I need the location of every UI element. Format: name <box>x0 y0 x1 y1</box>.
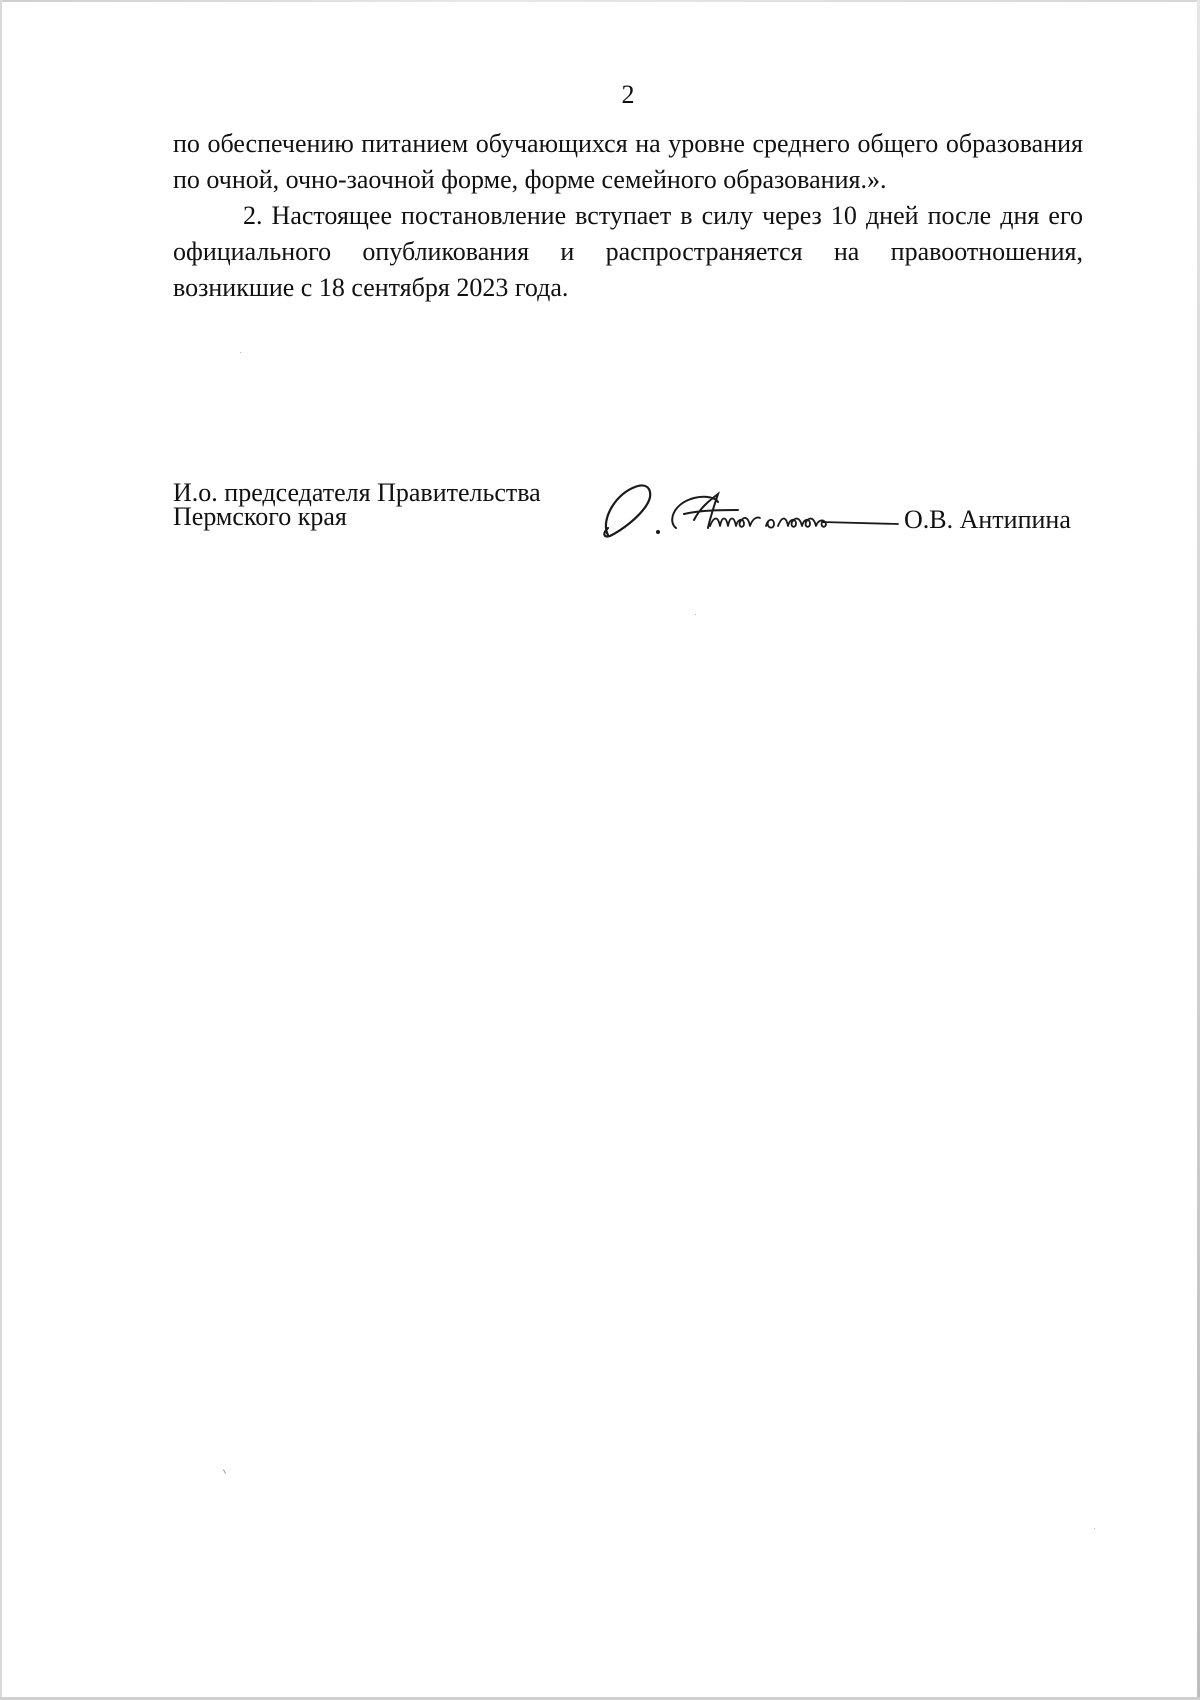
signatory-title-line1: И.о. председателя Правительства <box>173 478 541 507</box>
paragraph-continuation: по обеспечению питанием обучающихся на уровне среднего общего образования по очной, очно-заочной форме, форме семейного образования.». <box>173 129 1083 194</box>
scan-edge-top <box>0 0 1200 2</box>
scan-speck <box>695 614 696 615</box>
signatory-title-line2: Пермского края <box>173 502 347 531</box>
signer-name: О.В. Антипина <box>904 505 1071 534</box>
scan-edge-left <box>0 0 2 1700</box>
signatory-title <box>173 478 541 531</box>
scan-speck <box>223 1469 226 1474</box>
document-body <box>173 126 1083 306</box>
scan-speck <box>1094 1528 1095 1529</box>
paragraph-effective-date: 2. Настоящее постановление вступает в силу через 10 дней после дня его официального опубликования и распространяется на правоотношения, возникшие с 18 сентября 2023 года. <box>173 201 1083 302</box>
handwritten-signature-icon <box>598 480 906 542</box>
page-number: 2 <box>621 80 635 109</box>
scan-speck <box>240 352 241 353</box>
